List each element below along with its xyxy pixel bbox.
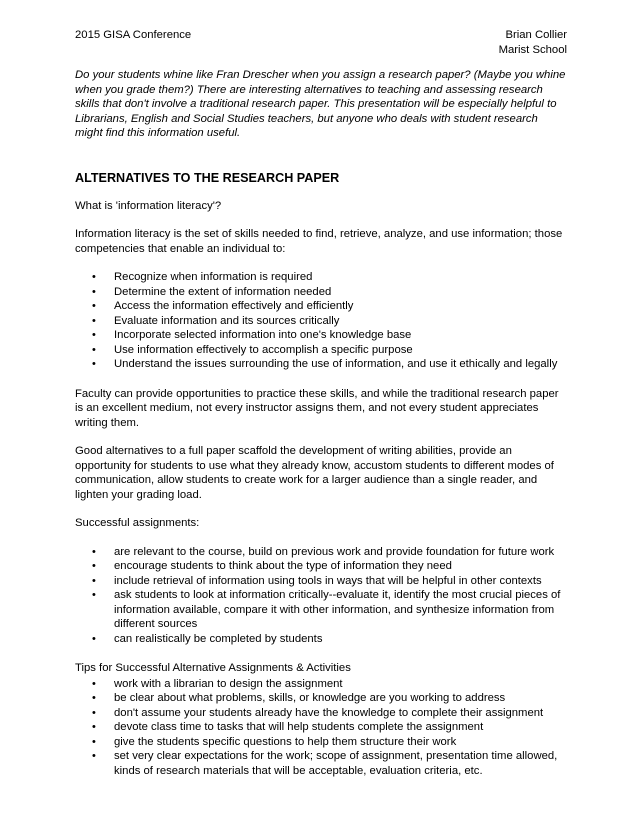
competencies-list bbox=[75, 270, 567, 372]
list-item: • Determine the extent of information needed bbox=[75, 285, 567, 300]
list-item: • Recognize when information is required bbox=[75, 270, 567, 285]
author-block bbox=[499, 28, 567, 57]
tips-heading: Tips for Successful Alternative Assignments & Activities bbox=[75, 662, 351, 674]
list-item: • set very clear expectations for the work; scope of assignment, presentation time allowed, kinds of research materials that will be acceptable, evaluation criteria, etc. bbox=[75, 749, 567, 778]
alternatives-paragraph: Good alternatives to a full paper scaffold the development of writing abilities, provide an opportunity for students to use what they already know, accustom students to different modes of communication, allow students to create work for a larger audience than a single reader, and lighten your grading load. bbox=[75, 445, 554, 501]
list-item: • Use information effectively to accomplish a specific purpose bbox=[75, 343, 567, 358]
document-page bbox=[75, 28, 567, 778]
list-item: • encourage students to think about the type of information they need bbox=[75, 559, 567, 574]
tips-list bbox=[75, 677, 567, 779]
section-title: ALTERNATIVES TO THE RESEARCH PAPER bbox=[75, 170, 340, 185]
list-item: • Evaluate information and its sources critically bbox=[75, 314, 567, 329]
intro-paragraph: Do your students whine like Fran Drescher when you assign a research paper? (Maybe you whine when you grade them?) There are interesting alternatives to teaching and assessing research skills that don't involve a traditional research paper. This presentation will be especially helpful to Librarians, English and Social Studies teachers, but anyone who deals with student research might find this information useful. bbox=[75, 69, 566, 139]
question-text: What is 'information literacy'? bbox=[75, 199, 222, 212]
page-header bbox=[75, 28, 567, 57]
list-item: • don't assume your students already have the knowledge to complete their assignment bbox=[75, 706, 567, 721]
successful-heading: Successful assignments: bbox=[75, 517, 200, 529]
list-item: • Access the information effectively and efficiently bbox=[75, 299, 567, 314]
conference-name: 2015 GISA Conference bbox=[75, 29, 192, 41]
list-item: • give the students specific questions to help them structure their work bbox=[75, 735, 567, 750]
definition-paragraph: Information literacy is the set of skills needed to find, retrieve, analyze, and use information; those competencies that enable an individual to: bbox=[75, 228, 563, 255]
list-item: • devote class time to tasks that will help students complete the assignment bbox=[75, 720, 567, 735]
list-item: • Understand the issues surrounding the use of information, and use it ethically and legally bbox=[75, 357, 567, 372]
list-item: • work with a librarian to design the assignment bbox=[75, 677, 567, 692]
list-item: • are relevant to the course, build on previous work and provide foundation for future work bbox=[75, 545, 567, 560]
list-item: • ask students to look at information critically--evaluate it, identify the most crucial pieces of information available, compare it with other information, and synthesize information from different sources bbox=[75, 588, 567, 632]
author-school: Marist School bbox=[498, 43, 567, 56]
list-item: • be clear about what problems, skills, or knowledge are you working to address bbox=[75, 691, 567, 706]
successful-list bbox=[75, 545, 567, 647]
list-item: • include retrieval of information using tools in ways that will be helpful in other contexts bbox=[75, 574, 567, 589]
author-name: Brian Collier bbox=[505, 29, 567, 41]
faculty-paragraph: Faculty can provide opportunities to practice these skills, and while the traditional research paper is an excellent medium, not every instructor assigns them, and not every student appreciates writing them. bbox=[75, 387, 559, 429]
list-item: • Incorporate selected information into one's knowledge base bbox=[75, 328, 567, 343]
list-item: • can realistically be completed by students bbox=[75, 632, 567, 647]
